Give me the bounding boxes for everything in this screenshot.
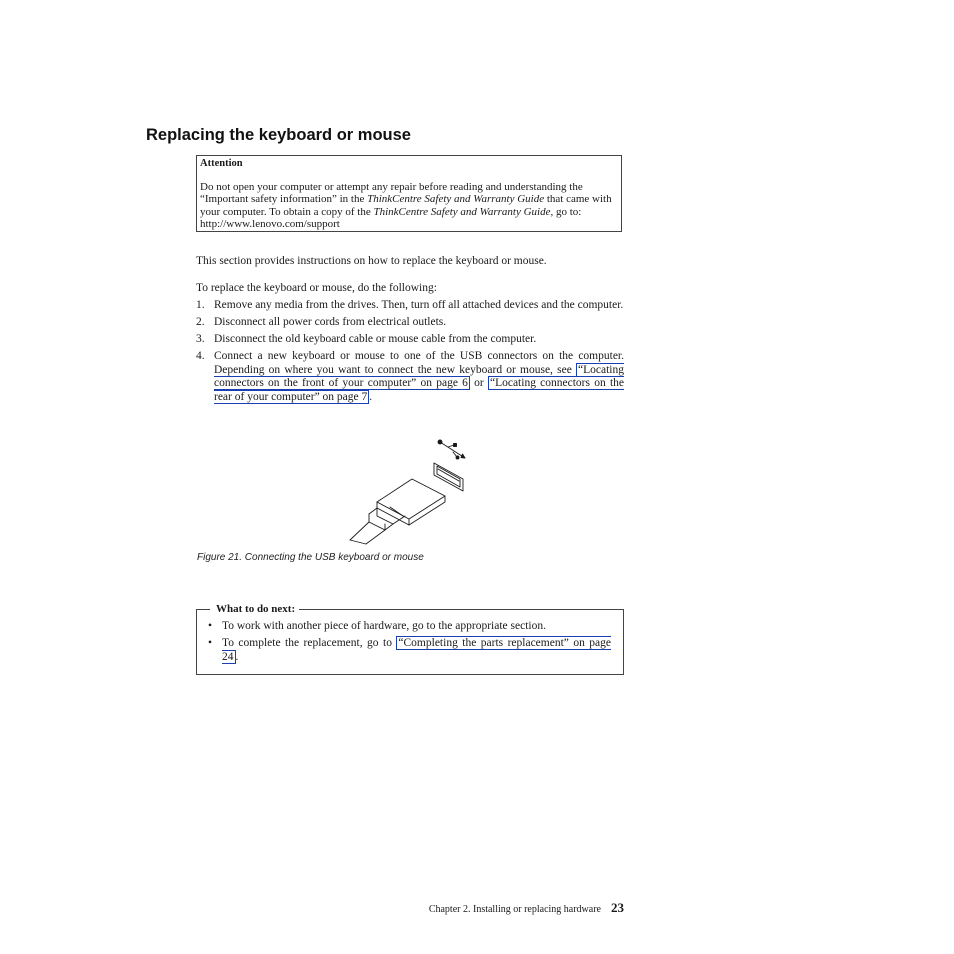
step-number: 2.	[196, 316, 205, 328]
link-rear-connectors[interactable]: “Locating connectors on the rear of your computer” on page 7	[214, 377, 624, 403]
step-item	[196, 350, 624, 404]
attention-text-part: that came with your computer. To obtain a copy of the	[200, 193, 612, 218]
attention-title: Attention	[200, 158, 243, 169]
step-number: 1.	[196, 299, 205, 311]
lead-paragraph: To replace the keyboard or mouse, do the following:	[196, 282, 437, 294]
footer-chapter: Chapter 2. Installing or replacing hardware	[428, 904, 601, 915]
guide-title: ThinkCentre Safety and Warranty Guide	[367, 193, 545, 206]
link-completing-replacement[interactable]: “Completing the parts replacement” on page 24	[222, 637, 611, 663]
bullet: •	[208, 620, 213, 632]
list-item-text	[222, 637, 611, 664]
usb-connection-figure	[345, 436, 475, 546]
attention-notice	[196, 155, 622, 232]
step-text	[214, 350, 624, 404]
usb-port	[434, 463, 463, 491]
usb-plug-illustration	[350, 479, 445, 544]
attention-text	[200, 181, 618, 231]
attention-text-part: Do not open your computer or attempt any repair before reading and understanding the “Important safety information” in the	[200, 180, 583, 206]
usb-icon	[438, 440, 465, 459]
page-number: 23	[611, 900, 624, 915]
bullet: •	[208, 637, 213, 649]
section-heading: Replacing the keyboard or mouse	[146, 126, 411, 144]
list-item	[207, 620, 611, 634]
list-item	[207, 637, 611, 664]
step-item	[196, 333, 624, 347]
figure-caption: Figure 21. Connecting the USB keyboard or mouse	[197, 552, 424, 563]
list-item-text-part: .	[235, 650, 239, 663]
step-text: Disconnect all power cords from electrical outlets.	[214, 316, 447, 328]
next-steps-list	[207, 620, 611, 668]
step-text: Disconnect the old keyboard cable or mouse cable from the computer.	[214, 333, 537, 345]
link-front-connectors[interactable]: “Locating connectors on the front of your computer” on page 6	[214, 363, 624, 389]
what-to-do-next-box	[196, 603, 624, 675]
list-item-text: To work with another piece of hardware, go to the appropriate section.	[222, 620, 546, 632]
step-item	[196, 299, 624, 313]
step-text: Remove any media from the drives. Then, turn off all attached devices and the computer.	[214, 299, 624, 311]
step-item	[196, 316, 624, 330]
step-text-part: Connect a new keyboard or mouse to one of the USB connectors on the computer. Depending on where you want to connect the new keyboard or mouse, see	[214, 350, 624, 376]
list-item-text-part: To complete the replacement, go to	[222, 637, 397, 649]
step-text-part: .	[369, 390, 373, 403]
guide-title: ThinkCentre Safety and Warranty Guide	[373, 205, 551, 218]
step-text-part: or	[469, 377, 488, 389]
attention-text-part: , go to: http://www.lenovo.com/support	[200, 205, 582, 231]
what-to-do-next-title: What to do next:	[210, 603, 299, 616]
step-number: 4.	[196, 350, 205, 362]
page-footer	[429, 900, 624, 916]
steps-list	[196, 299, 624, 408]
step-number: 3.	[196, 333, 205, 345]
intro-paragraph: This section provides instructions on how to replace the keyboard or mouse.	[196, 255, 547, 267]
